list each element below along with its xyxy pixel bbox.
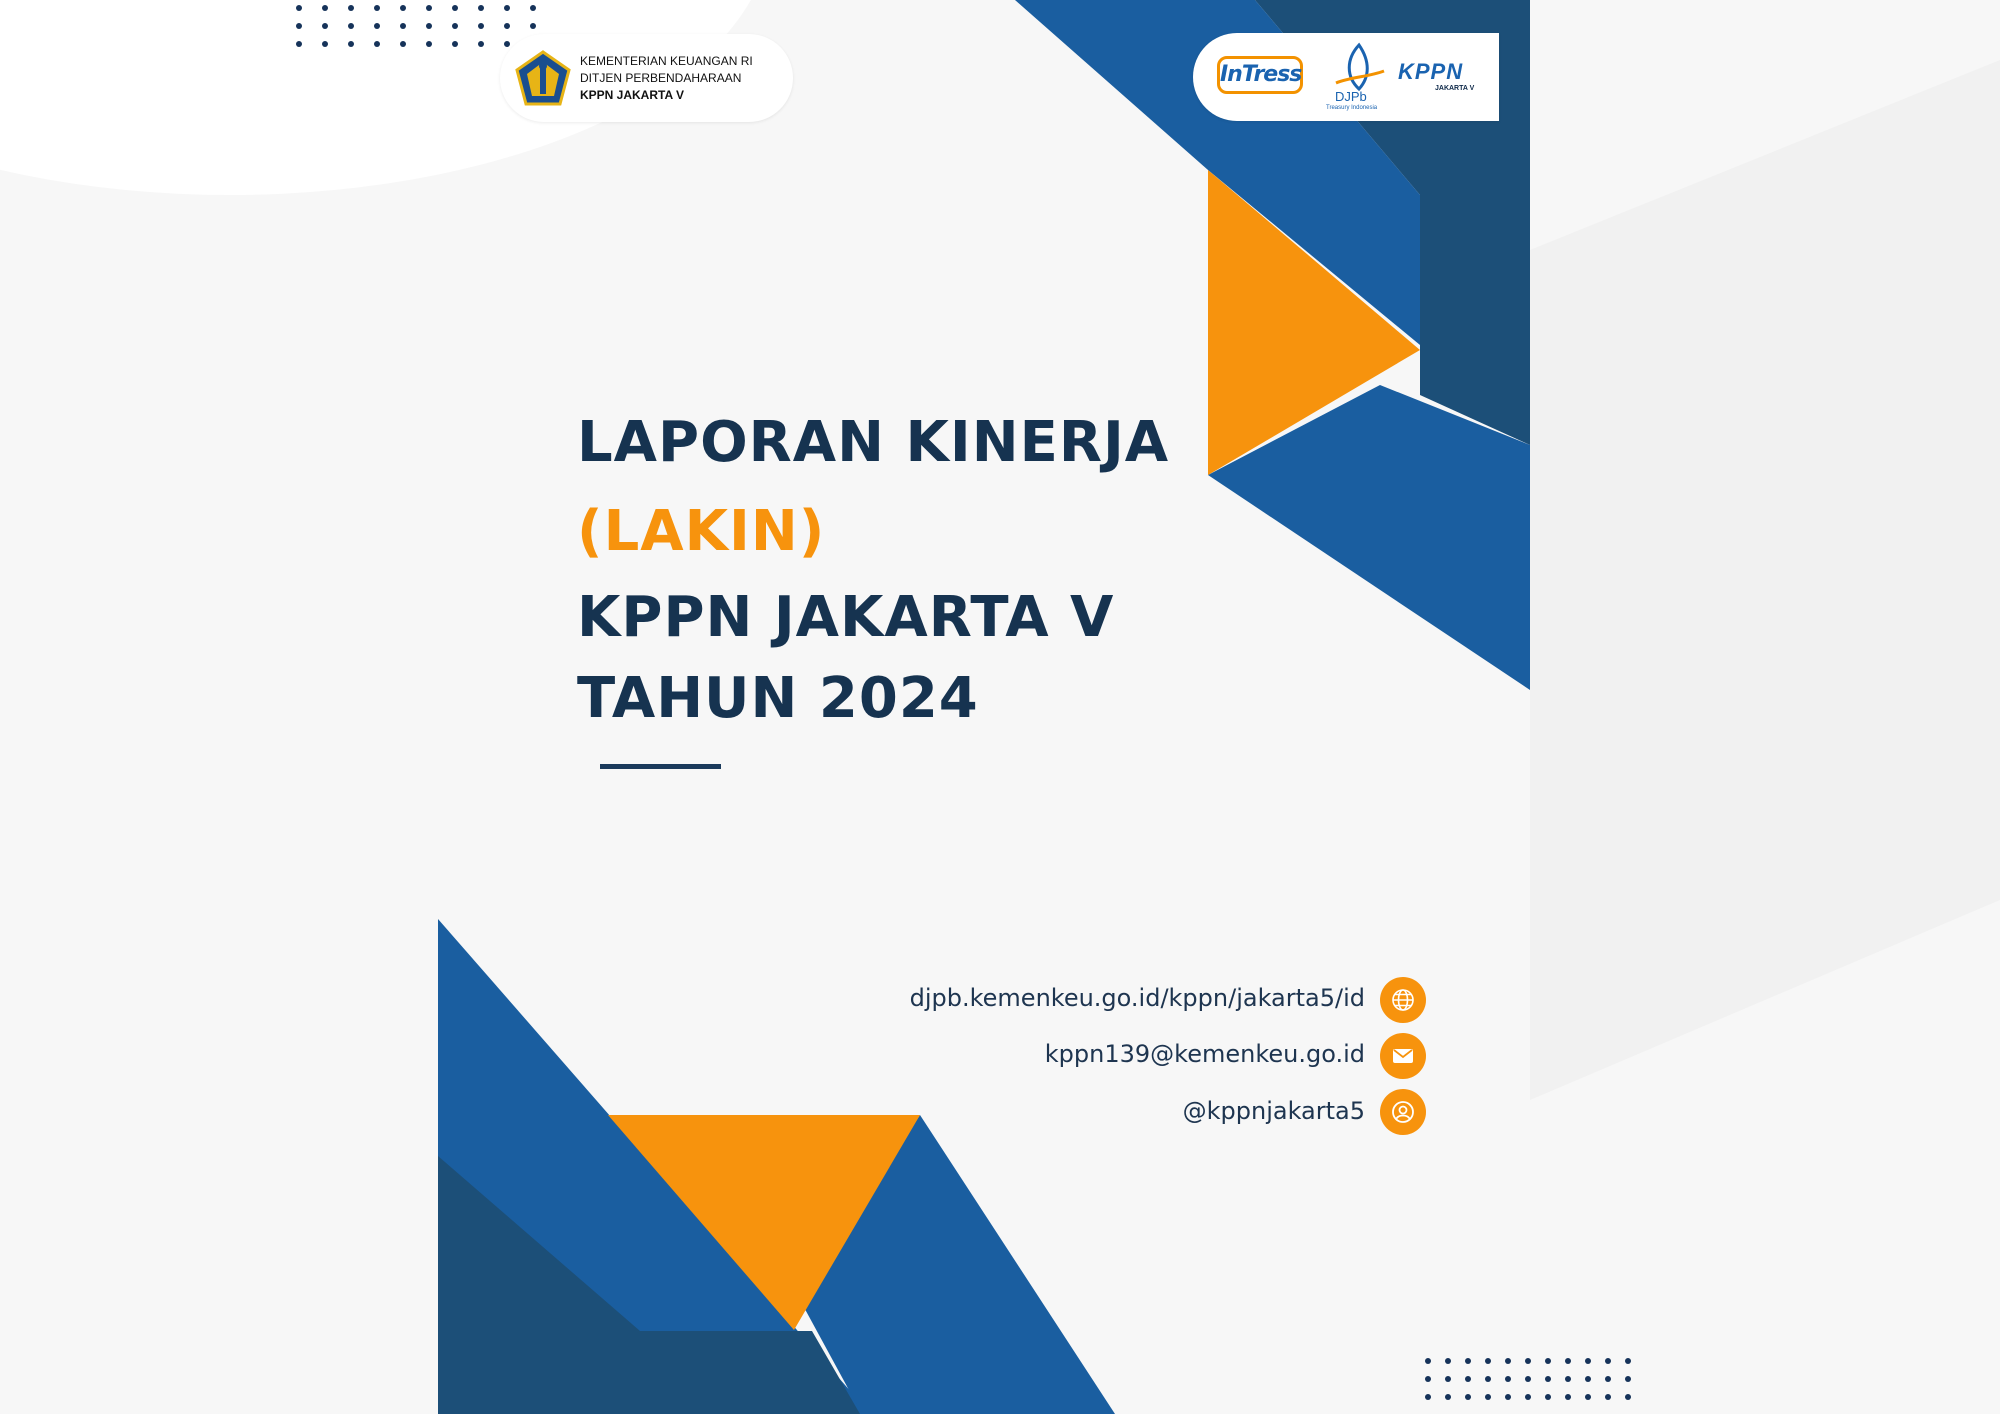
dot bbox=[478, 23, 484, 29]
dot bbox=[348, 41, 354, 47]
dot bbox=[452, 5, 458, 11]
djpb-logo-text: DJPb bbox=[1335, 89, 1367, 104]
dot bbox=[400, 5, 406, 11]
dot bbox=[1505, 1394, 1511, 1400]
dot bbox=[1585, 1376, 1591, 1382]
dot bbox=[1465, 1376, 1471, 1382]
dot bbox=[504, 41, 510, 47]
org-name-ministry: KEMENTERIAN KEUANGAN RI bbox=[580, 54, 753, 68]
dot bbox=[1545, 1358, 1551, 1364]
dot bbox=[1485, 1376, 1491, 1382]
org-name-office: KPPN JAKARTA V bbox=[580, 88, 685, 102]
dot bbox=[1605, 1376, 1611, 1382]
dot bbox=[1505, 1358, 1511, 1364]
dot bbox=[426, 23, 432, 29]
dot bbox=[1465, 1358, 1471, 1364]
dot-pattern-bottom bbox=[1425, 1358, 1645, 1412]
dot bbox=[296, 23, 302, 29]
intress-logo: InTress bbox=[1217, 56, 1303, 94]
dot bbox=[1565, 1394, 1571, 1400]
globe-icon bbox=[1380, 977, 1426, 1023]
dot bbox=[1445, 1376, 1451, 1382]
dot bbox=[426, 41, 432, 47]
dot bbox=[530, 5, 536, 11]
dot bbox=[374, 41, 380, 47]
user-circle-icon bbox=[1380, 1089, 1426, 1135]
dot bbox=[504, 23, 510, 29]
djpb-tagline: Treasury Indonesia bbox=[1326, 105, 1378, 111]
dot bbox=[1565, 1376, 1571, 1382]
dot bbox=[374, 23, 380, 29]
dot bbox=[1525, 1394, 1531, 1400]
report-title-year: TAHUN 2024 bbox=[577, 666, 979, 731]
dot bbox=[1625, 1376, 1631, 1382]
dot bbox=[348, 5, 354, 11]
dot bbox=[1505, 1376, 1511, 1382]
dot bbox=[1625, 1358, 1631, 1364]
dot bbox=[1585, 1358, 1591, 1364]
background-light-stripe bbox=[1530, 60, 2000, 1100]
dot bbox=[322, 5, 328, 11]
dot bbox=[1525, 1376, 1531, 1382]
dot bbox=[504, 5, 510, 11]
dot bbox=[1525, 1358, 1531, 1364]
dot bbox=[1445, 1394, 1451, 1400]
partner-logos-badge bbox=[1193, 33, 1499, 121]
dot bbox=[296, 5, 302, 11]
dot bbox=[1485, 1358, 1491, 1364]
dot bbox=[322, 41, 328, 47]
dot bbox=[1445, 1358, 1451, 1364]
dot bbox=[374, 5, 380, 11]
dot bbox=[452, 23, 458, 29]
dot bbox=[478, 5, 484, 11]
dot bbox=[478, 41, 484, 47]
contact-social-handle: @kppnjakarta5 bbox=[1182, 1097, 1365, 1125]
report-title-office: KPPN JAKARTA V bbox=[577, 585, 1115, 650]
dot bbox=[296, 41, 302, 47]
dot bbox=[1625, 1394, 1631, 1400]
dot bbox=[1605, 1358, 1611, 1364]
report-title-line-1: LAPORAN KINERJA bbox=[577, 410, 1170, 475]
org-badge bbox=[500, 34, 793, 122]
dot bbox=[530, 23, 536, 29]
kppn-logo-subtitle: JAKARTA V bbox=[1435, 85, 1475, 92]
contact-email: kppn139@kemenkeu.go.id bbox=[1044, 1040, 1365, 1068]
dot bbox=[1565, 1358, 1571, 1364]
dot bbox=[452, 41, 458, 47]
title-underline bbox=[600, 764, 721, 769]
dot bbox=[322, 23, 328, 29]
contact-website: djpb.kemenkeu.go.id/kppn/jakarta5/id bbox=[909, 984, 1365, 1012]
org-name-directorate: DITJEN PERBENDAHARAAN bbox=[580, 71, 742, 85]
dot bbox=[1485, 1394, 1491, 1400]
dot bbox=[1425, 1358, 1431, 1364]
report-title-abbreviation: (LAKIN) bbox=[577, 499, 826, 564]
dot bbox=[1585, 1394, 1591, 1400]
dot bbox=[1425, 1394, 1431, 1400]
dot bbox=[1545, 1376, 1551, 1382]
kemenkeu-emblem-icon bbox=[514, 50, 572, 108]
dot bbox=[1605, 1394, 1611, 1400]
dot bbox=[1545, 1394, 1551, 1400]
dot bbox=[1465, 1394, 1471, 1400]
dot bbox=[400, 23, 406, 29]
dot bbox=[348, 23, 354, 29]
mail-icon bbox=[1380, 1033, 1426, 1079]
dot bbox=[426, 5, 432, 11]
dot bbox=[1425, 1376, 1431, 1382]
dot bbox=[400, 41, 406, 47]
kppn-logo-text: KPPN bbox=[1398, 59, 1464, 84]
